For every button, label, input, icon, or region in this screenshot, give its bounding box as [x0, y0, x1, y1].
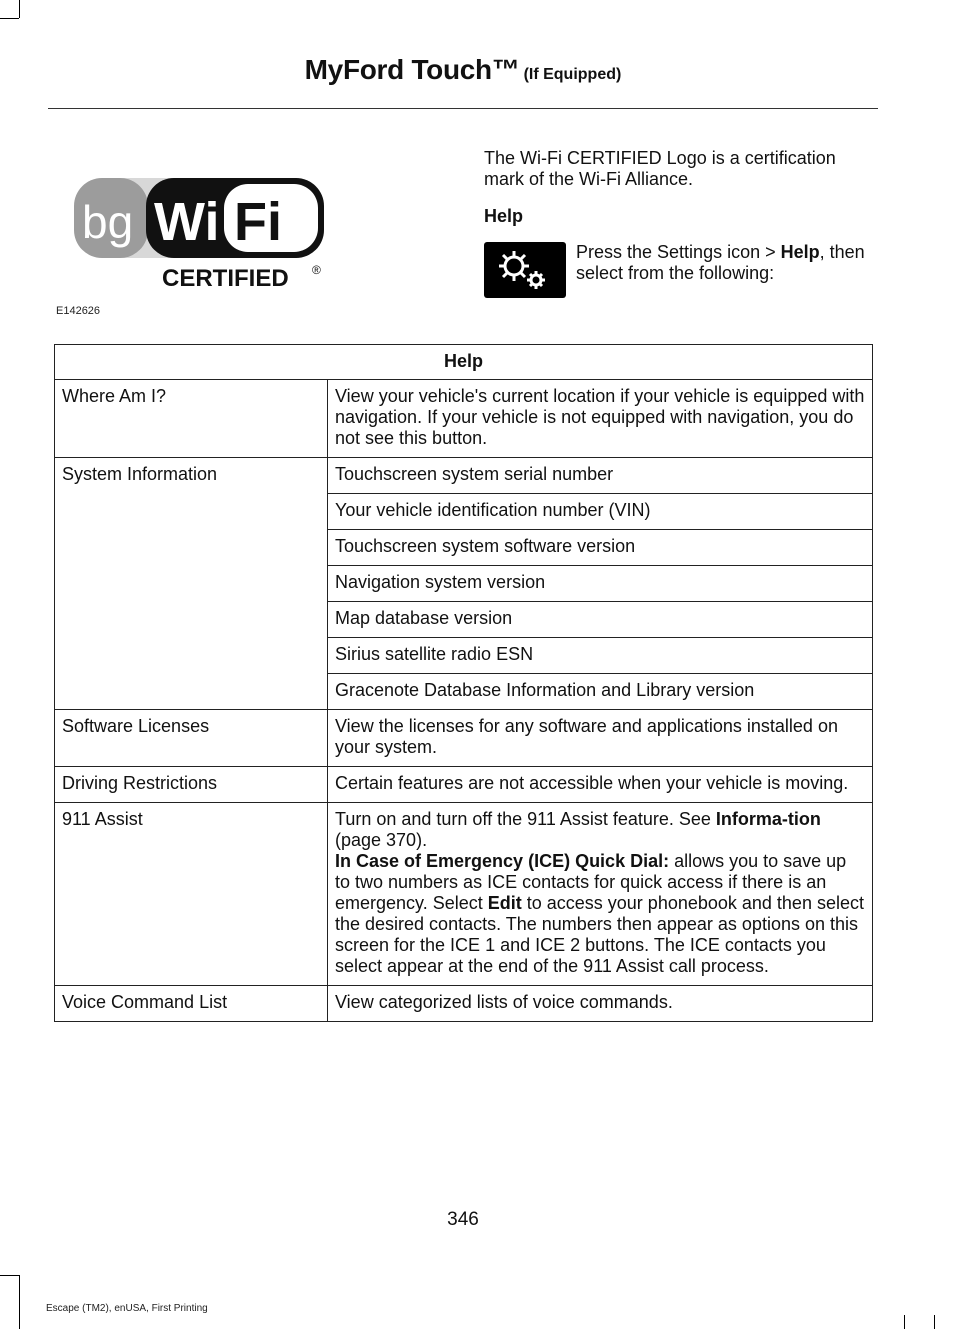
row-description: Gracenote Database Information and Library version: [328, 674, 873, 710]
svg-text:bg: bg: [82, 196, 134, 248]
table-row: [55, 380, 873, 458]
figure-id: E142626: [56, 305, 101, 317]
wifi-certified-logo: [72, 176, 328, 296]
footer-text: Escape (TM2), enUSA, First Printing: [46, 1303, 208, 1314]
row-label: Driving Restrictions: [55, 767, 328, 803]
row-label: System Information: [55, 458, 328, 710]
table-row: [55, 458, 873, 494]
crop-mark: [934, 1315, 935, 1329]
row-description: Certain features are not accessible when your vehicle is moving.: [328, 767, 873, 803]
help-table: [54, 344, 873, 1022]
row-description: Turn on and turn off the 911 Assist feature. See Informa-tion (page 370). In Case of Emergency (ICE) Quick Dial: allows you to save up to two numbers as ICE contacts for quick access if there is an emergency. Select Edit to access your phonebook and then select the desired contacts. The numbers then appear as options on this screen for the ICE 1 and ICE 2 buttons. The ICE contacts you select appear at the end of the 911 Assist call process.: [328, 803, 873, 986]
section-heading: Help: [484, 206, 524, 226]
table-row: [55, 986, 873, 1022]
row-description: View the licenses for any software and applications installed on your system.: [328, 710, 873, 767]
page-number: 346: [447, 1209, 479, 1230]
row-description: Touchscreen system software version: [328, 530, 873, 566]
crop-mark: [19, 0, 20, 18]
table-header: Help: [55, 345, 873, 380]
row-description: Navigation system version: [328, 566, 873, 602]
row-description: Touchscreen system serial number: [328, 458, 873, 494]
svg-text:CERTIFIED: CERTIFIED: [162, 265, 289, 292]
row-description: Your vehicle identification number (VIN): [328, 494, 873, 530]
crop-mark: [904, 1315, 905, 1329]
crop-mark: [0, 1275, 19, 1276]
svg-text:®: ®: [312, 263, 321, 277]
row-label: Software Licenses: [55, 710, 328, 767]
cross-reference-link[interactable]: Informa-tion: [715, 809, 821, 829]
settings-instruction: Press the Settings icon > Help, then select from the following:: [576, 242, 865, 283]
row-description: Map database version: [328, 602, 873, 638]
table-row: [55, 803, 873, 986]
gear-icon: [484, 242, 566, 298]
row-label: Voice Command List: [55, 986, 328, 1022]
page-title: MyFord Touch™: [304, 54, 520, 85]
row-description: View categorized lists of voice commands.: [328, 986, 873, 1022]
svg-text:Wi: Wi: [154, 192, 220, 252]
table-row: [55, 767, 873, 803]
row-label: Where Am I?: [55, 380, 328, 458]
row-description: View your vehicle's current location if your vehicle is equipped with navigation. If your vehicle is not equipped with navigation, you do not see this button.: [328, 380, 873, 458]
page-header: [48, 54, 878, 109]
row-label: 911 Assist: [55, 803, 328, 986]
page-subtitle: (If Equipped): [523, 66, 622, 83]
crop-mark: [19, 1275, 20, 1329]
table-row: [55, 710, 873, 767]
intro-text: The Wi-Fi CERTIFIED Logo is a certification mark of the Wi-Fi Alliance.: [484, 148, 836, 189]
crop-mark: [0, 18, 19, 19]
row-description: Sirius satellite radio ESN: [328, 638, 873, 674]
svg-text:Fi: Fi: [234, 192, 282, 252]
